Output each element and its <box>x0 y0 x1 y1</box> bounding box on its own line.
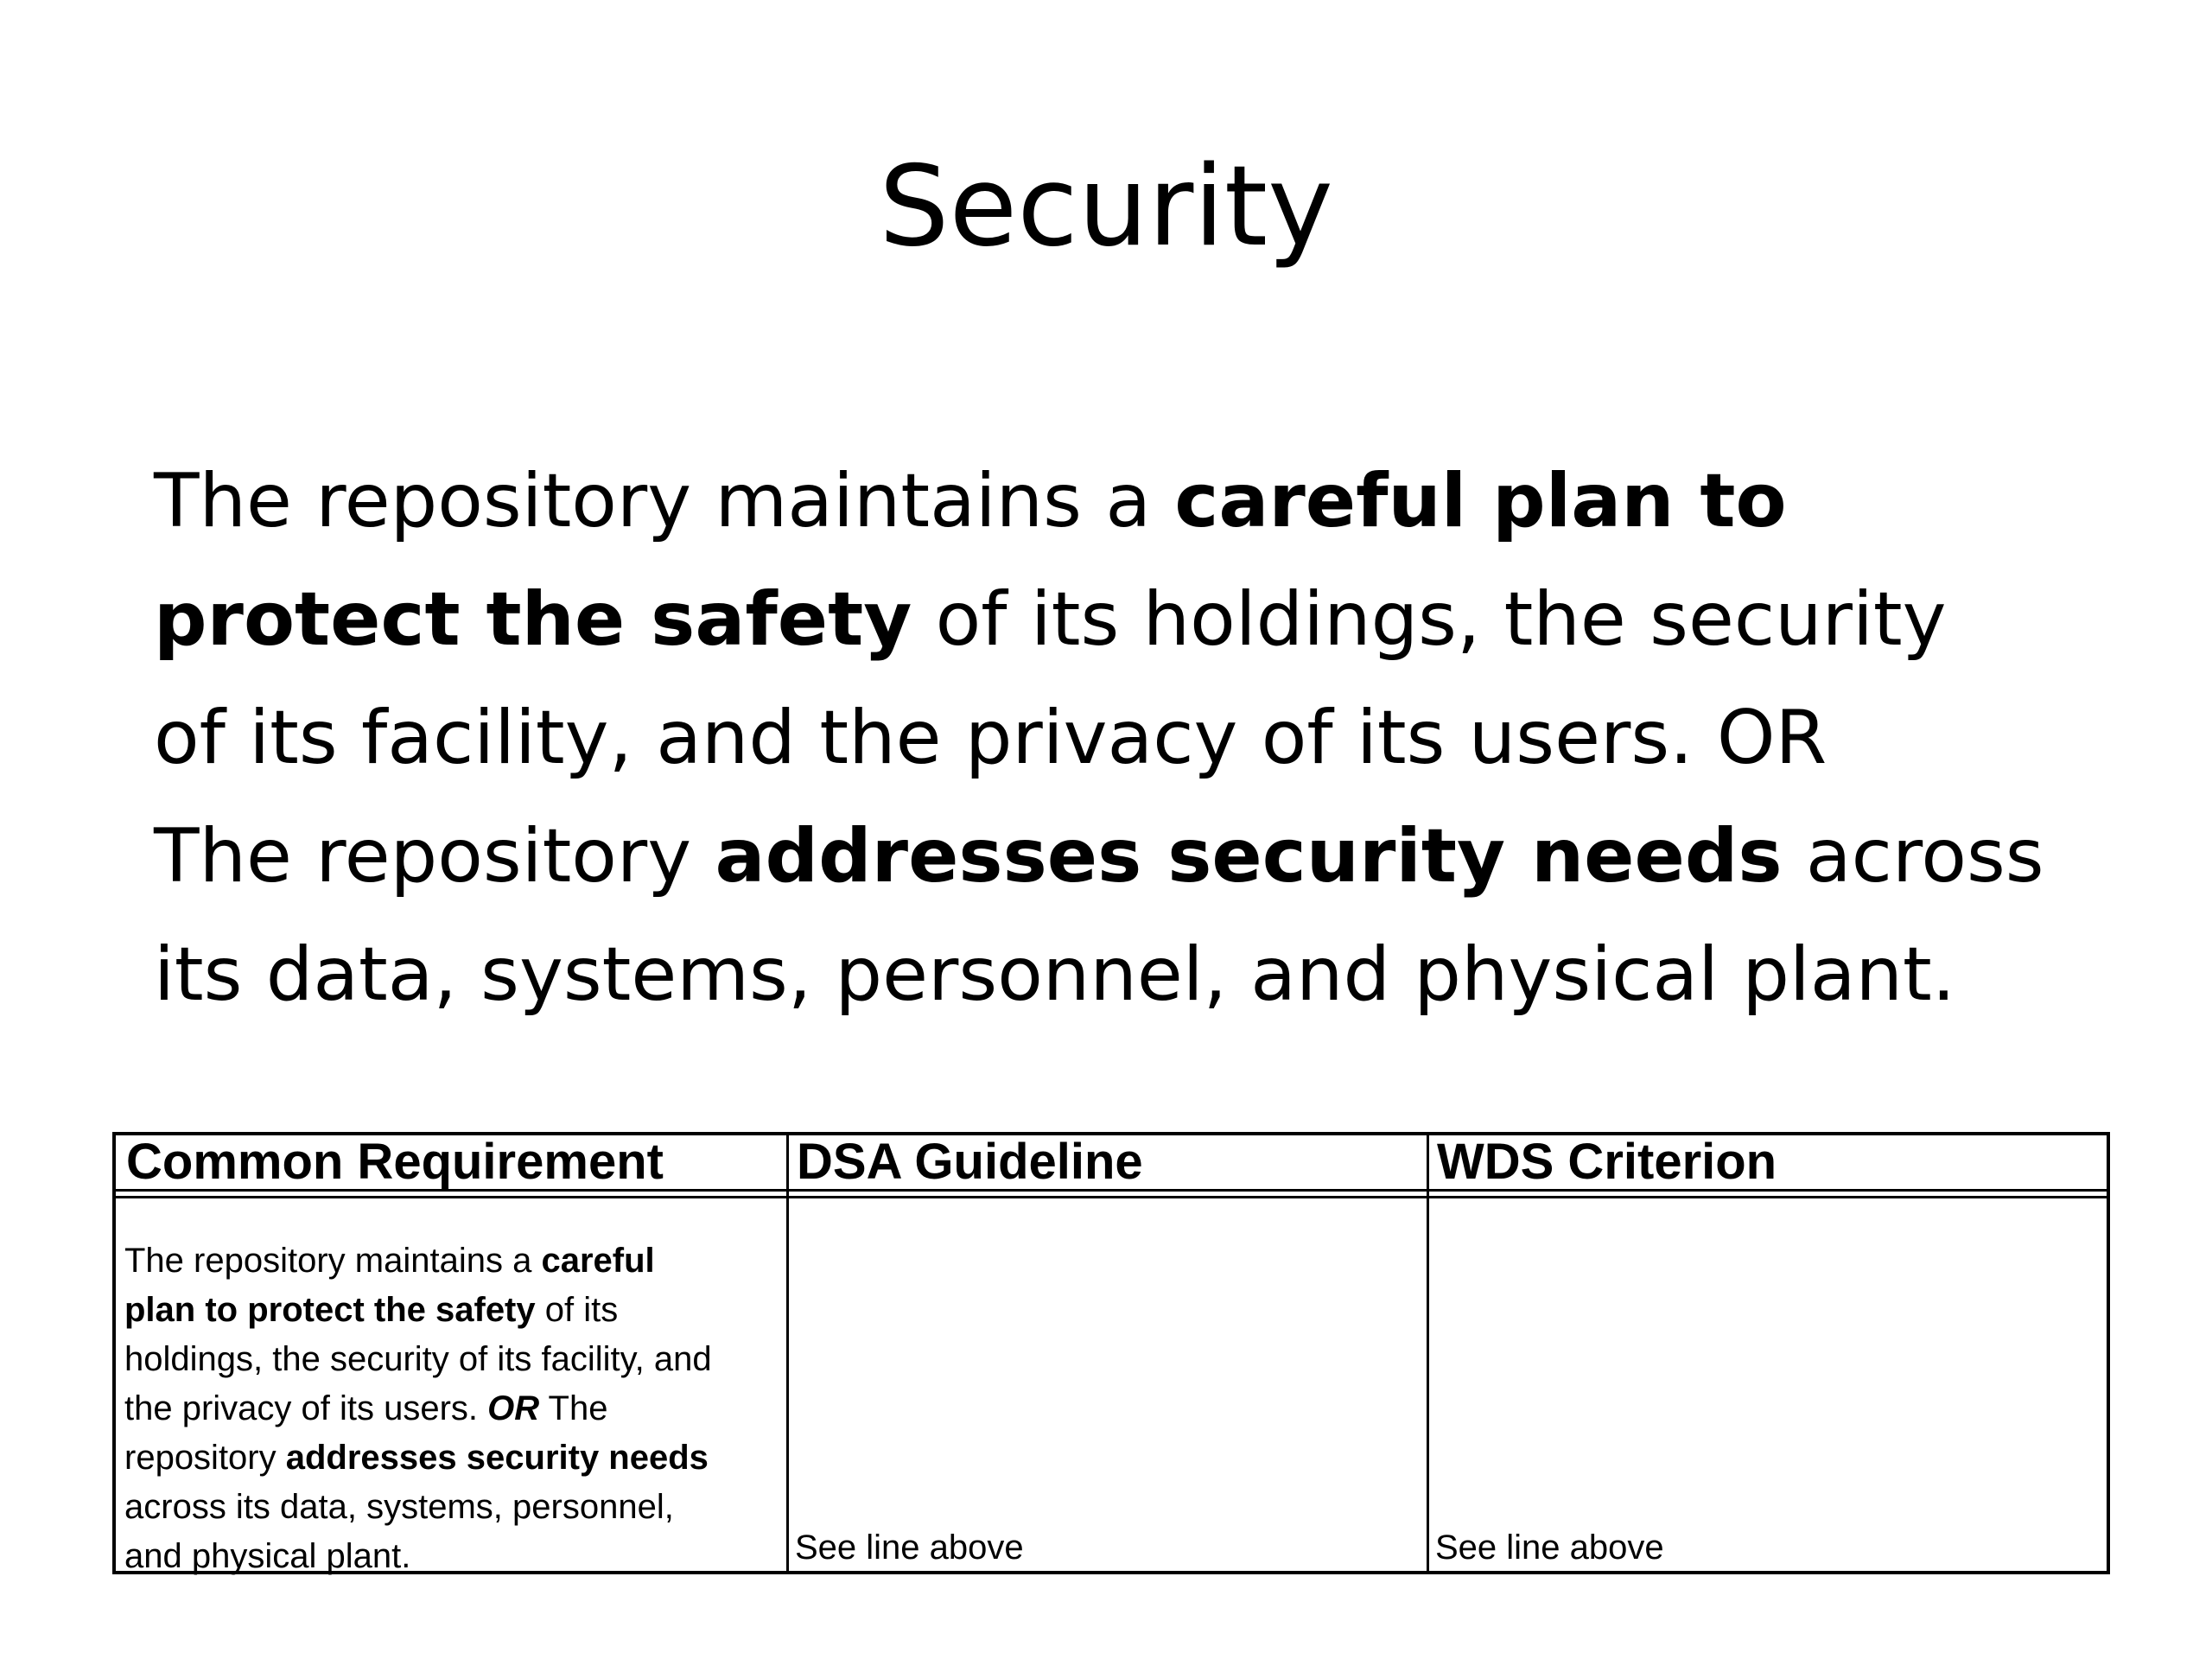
body-line-5: its data, systems, personnel, and physical plant. <box>154 931 1956 1018</box>
body-line-1: The repository maintains a careful plan to <box>154 458 1787 544</box>
header-wds-criterion: WDS Criterion <box>1437 1134 1777 1190</box>
slide-body-text <box>154 442 2089 1034</box>
body-line-4: The repository addresses security needs across <box>154 813 2044 899</box>
slide-title: Security <box>879 143 1333 271</box>
column-divider-1 <box>786 1135 789 1571</box>
cell-wds-criterion: See line above <box>1435 1529 1664 1567</box>
requirements-table <box>112 1132 2110 1574</box>
column-divider-2 <box>1427 1135 1429 1571</box>
header-double-rule <box>116 1196 2107 1198</box>
cell-dsa-guideline: See line above <box>795 1529 1024 1567</box>
header-dsa-guideline: DSA Guideline <box>797 1134 1143 1190</box>
body-line-3: of its facility, and the privacy of its users. OR <box>154 695 1827 781</box>
cell-common-requirement: The repository maintains a careful plan to protect the safety of its holdings, the security of its facility, and the privacy of its users. OR The repository addresses security needs across its data, systems, personnel, and physical plant. <box>124 1242 712 1575</box>
body-line-2: protect the safety of its holdings, the security <box>154 576 1947 663</box>
header-common-requirement: Common Requirement <box>126 1134 664 1190</box>
